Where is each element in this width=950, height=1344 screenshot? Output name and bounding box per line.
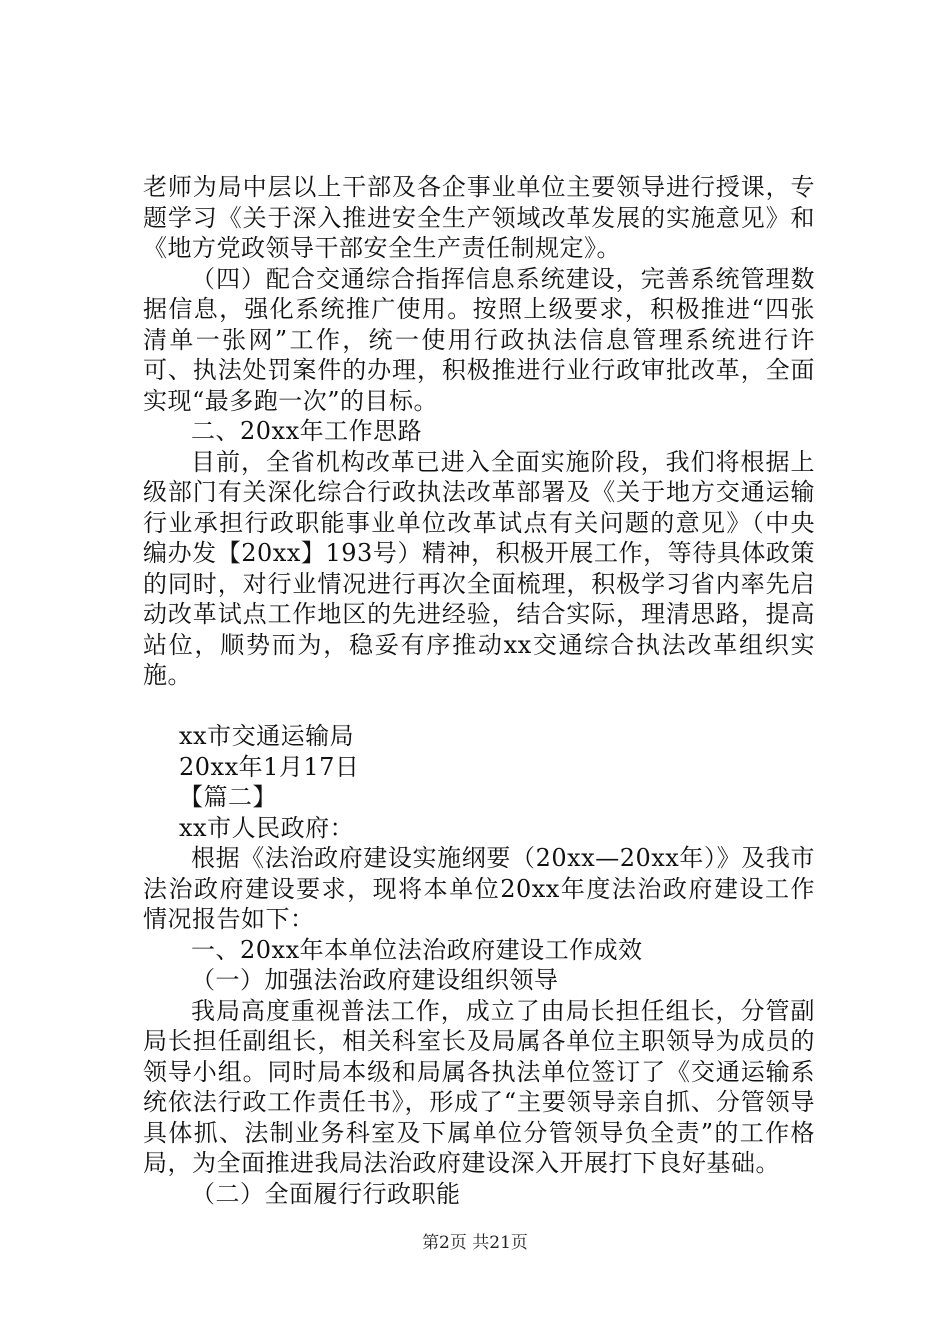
signature-organization: xx市交通运输局 (179, 722, 355, 750)
subsection-heading: （一）加强法治政府建设组织领导 (191, 966, 559, 994)
paragraph: 目前，全省机构改革已进入全面实施阶段，我们将根据上级部门有关深化综合行政执法改革部署及《关于地方交通运输行业承担行政职能事业单位改革试点有关问题的意见》（中央编办发【20xx】193号）精神，积极开展工作，等待具体政策的同时，对行业情况进行再次全面梳理，积极学习省内率先启动改革试点工作地区的先进经验，结合实际，理清思路，提高站位，顺势而为，稳妥有序推动xx交通综合执法改革组织实施。 (143, 447, 815, 689)
section-heading: 二、20xx年工作思路 (191, 417, 423, 445)
signature-date: 20xx年1月17日 (179, 752, 360, 781)
chapter-marker: 【篇二】 (179, 783, 277, 811)
blank-line (143, 691, 815, 722)
section-heading: 一、20xx年本单位法治政府建设工作成效 (191, 935, 643, 964)
paragraph: 我局高度重视普法工作，成立了由局长担任组长，分管副局长担任副组长，相关科室长及局属各单位主职领导为成员的领导小组。同时局本级和局属各执法单位签订了《交通运输系统依法行政工作责任书》，形成了“主要领导亲自抓、分管领导具体抓、法制业务科室及下属单位分管领导负全责”的工作格局，为全面推进我局法治政府建设深入开展打下良好基础。 (143, 996, 815, 1177)
paragraph-continued: 老师为局中层以上干部及各企事业单位主要领导进行授课，专题学习《关于深入推进安全生产领域改革发展的实施意见》和《地方党政领导干部安全生产责任制规定》。 (143, 173, 815, 262)
subsection-heading: （二）全面履行行政职能 (191, 1179, 461, 1208)
addressee: xx市人民政府： (179, 813, 355, 842)
paragraph: （四）配合交通综合指挥信息系统建设，完善系统管理数据信息，强化系统推广使用。按照上级要求，积极推进“四张清单一张网”工作，统一使用行政执法信息管理系统进行许可、执法处罚案件的办理，积极推进行业行政审批改革，全面实现“最多跑一次”的目标。 (143, 264, 815, 415)
document-body (143, 172, 815, 1209)
paragraph: 根据《法治政府建设实施纲要（20xx—20xx年）》及我市法治政府建设要求，现将本单位20xx年度法治政府建设工作情况报告如下： (143, 844, 815, 933)
page-number-footer: 第2页 共21页 (422, 1233, 528, 1253)
